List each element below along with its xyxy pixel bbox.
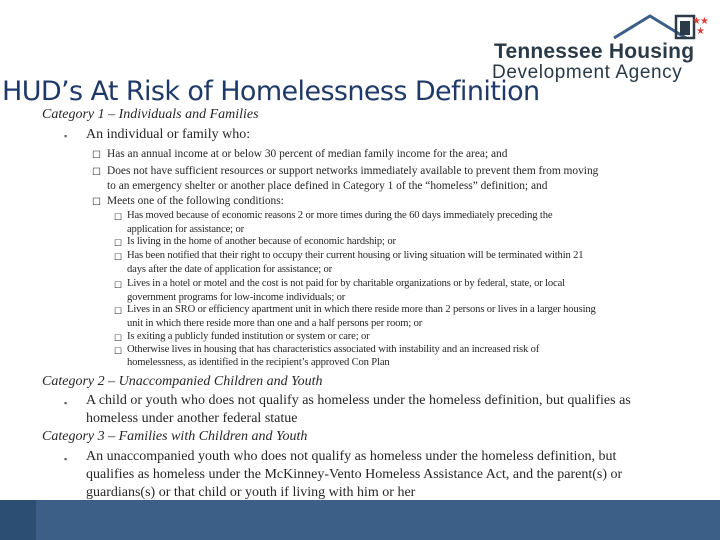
category1-item: Has an annual income at or below 30 percent of median family income for the area; and [107, 148, 508, 160]
bullet-icon: ▪ [64, 131, 68, 141]
category3-text-continued: guardians(s) or that child or youth if living with him or her [86, 485, 416, 500]
category2-text-continued: homeless under another federal statue [86, 411, 298, 426]
category3-heading: Category 3 – Families with Children and Youth [42, 429, 308, 444]
condition-item-continued: homelessness, as identified in the recipient’s approved Con Plan [127, 357, 390, 368]
footer-accent [0, 500, 36, 540]
checkbox-icon: ☐ [114, 333, 123, 343]
checkbox-icon: ☐ [114, 280, 123, 290]
condition-item-continued: application for assistance; or [127, 224, 244, 235]
checkbox-icon: ☐ [92, 167, 101, 178]
checkbox-icon: ☐ [114, 252, 123, 262]
svg-text:★: ★ [696, 26, 705, 37]
condition-item-continued: government programs for low-income individuals; or [127, 292, 346, 303]
condition-item: Lives in a hotel or motel and the cost is not paid for by charitable organizations or by federal, state, or local [127, 278, 565, 289]
agency-logo [488, 12, 713, 84]
condition-item: Otherwise lives in housing that has characteristics associated with instability and an increased risk of [127, 344, 540, 355]
condition-item: Is living in the home of another because of economic hardship; or [127, 236, 396, 247]
category3-text: An unaccompanied youth who does not qualify as homeless under the homeless definition, but [86, 449, 617, 464]
bullet-icon: ▪ [64, 454, 68, 464]
checkbox-icon: ☐ [114, 346, 123, 356]
category2-heading: Category 2 – Unaccompanied Children and Youth [42, 374, 323, 389]
checkbox-icon: ☐ [92, 150, 101, 161]
condition-item-continued: days after the date of application for assistance; or [127, 264, 333, 275]
category1-item: Meets one of the following conditions: [107, 195, 284, 207]
slide-title: HUD’s At Risk of Homelessness Definition [2, 76, 540, 107]
checkbox-icon: ☐ [92, 197, 101, 208]
condition-item: Has moved because of economic reasons 2 or more times during the 60 days immediately preceding the [127, 210, 553, 221]
category1-item-continued: to an emergency shelter or another place defined in Category 1 of the “homeless” definition; and [107, 180, 548, 192]
logo-line1: Tennessee Housing [494, 40, 695, 63]
bullet-icon: ▪ [64, 398, 68, 408]
svg-text:★: ★ [700, 16, 709, 27]
category1-intro: An individual or family who: [86, 127, 251, 142]
category2-text: A child or youth who does not qualify as homeless under the homeless definition, but qualifies as [86, 393, 631, 408]
category3-text-continued: qualifies as homeless under the McKinney-Vento Homeless Assistance Act, and the parent(s) or [86, 467, 623, 482]
condition-item: Is exiting a publicly funded institution or system or care; or [127, 331, 370, 342]
category1-item: Does not have sufficient resources or support networks immediately available to prevent them from moving [107, 165, 599, 177]
checkbox-icon: ☐ [114, 306, 123, 316]
condition-item-continued: unit in which there reside more than one and a half persons per room; or [127, 318, 423, 329]
checkbox-icon: ☐ [114, 238, 123, 248]
condition-item: Has been notified that their right to occupy their current housing or living situation will be terminated within 21 [127, 250, 584, 261]
category1-heading: Category 1 – Individuals and Families [42, 107, 259, 122]
svg-text:★: ★ [692, 16, 701, 27]
logo-line2: Development Agency [492, 62, 683, 83]
condition-item: Lives in an SRO or efficiency apartment unit in which there reside more than 2 persons or lives in a larger housing [127, 304, 596, 315]
footer-bar [0, 500, 720, 540]
checkbox-icon: ☐ [114, 212, 123, 222]
